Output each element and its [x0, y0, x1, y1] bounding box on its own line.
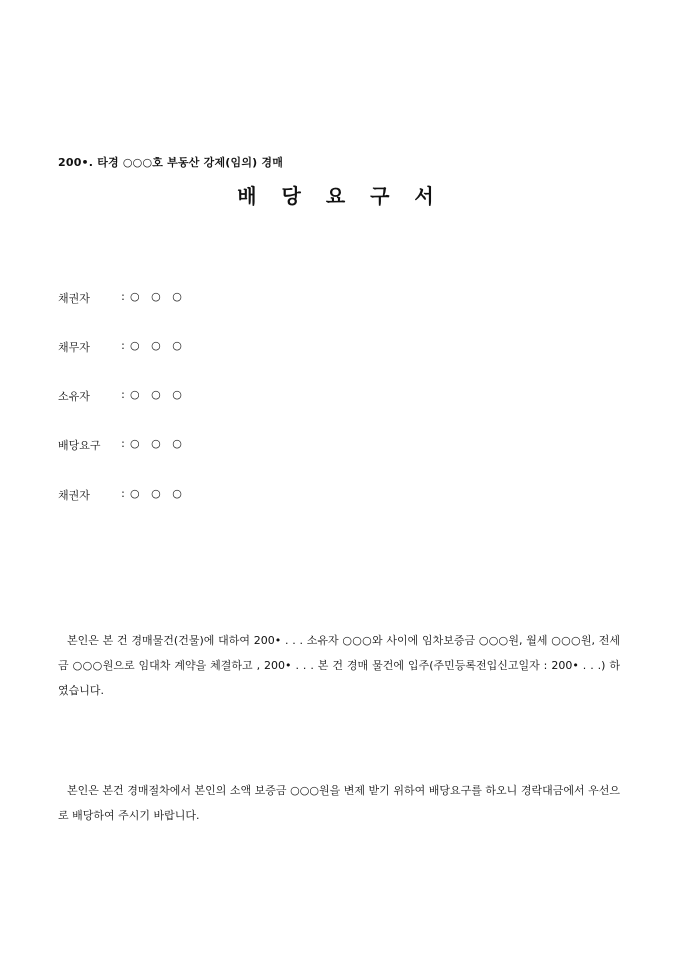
- party-owner: [58, 388, 186, 404]
- party-value: ○ ○ ○: [130, 487, 186, 500]
- party-separator: :: [121, 437, 125, 450]
- case-number-line: 200•. 타경 ○○○호 부동산 강제(임의) 경매: [58, 156, 284, 169]
- party-label: 배당요구: [58, 439, 101, 452]
- party-value: ○ ○ ○: [130, 437, 186, 450]
- party-label: 채권자: [58, 489, 90, 502]
- party-separator: :: [121, 290, 125, 303]
- party-separator: :: [121, 487, 125, 500]
- party-value: ○ ○ ○: [130, 290, 186, 303]
- party-label: 채무자: [58, 341, 90, 354]
- party-label: 채권자: [58, 292, 90, 305]
- party-creditor: [58, 290, 186, 306]
- party-label: 소유자: [58, 390, 90, 403]
- party-creditor-2: [58, 487, 186, 503]
- party-value: ○ ○ ○: [130, 388, 186, 401]
- document-title: 배 당 요 구 서: [237, 184, 443, 208]
- body-paragraph-request: 본인은 본건 경매절차에서 본인의 소액 보증금 ○○○원을 변제 받기 위하여 배당요구를 하오니 경락대금에서 우선으로 배당하여 주시기 바랍니다.: [58, 784, 620, 822]
- body-paragraph-lease: 본인은 본 건 경매물건(건물)에 대하여 200• . . . 소유자 ○○○와 사이에 임차보증금 ○○○원, 월세 ○○○원, 전세금 ○○○원으로 임대차 계약을 체결하고 , 200• . . . 본 건 경매 물건에 입주(주민등록전입신고일자 : 200• . . .) 하였습니다.: [58, 634, 620, 697]
- party-value: ○ ○ ○: [130, 339, 186, 352]
- party-separator: :: [121, 339, 125, 352]
- party-debtor: [58, 339, 186, 355]
- party-dividend-claimant: [58, 437, 186, 453]
- party-separator: :: [121, 388, 125, 401]
